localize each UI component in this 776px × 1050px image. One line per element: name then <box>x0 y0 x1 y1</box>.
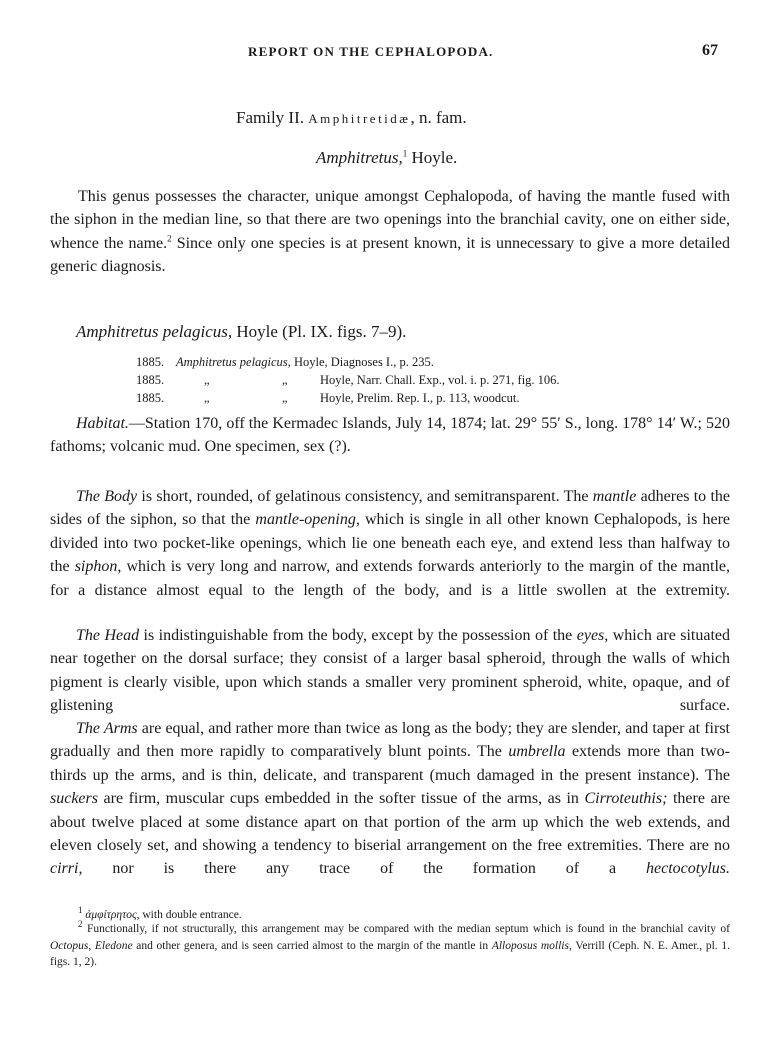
footnote-2 <box>50 921 730 971</box>
term-cirri: cirri, <box>50 860 83 878</box>
term-hectocotylus: hectocotylus. <box>646 860 730 878</box>
footnote-text: , with double entrance. <box>136 909 242 921</box>
head-text: which are situated near together on the dorsal surface; they consist of a larger basal spheroid, through the walls of which pigment is clearly visible, upon which stands a smaller very prominent spheroid, white, opaque, and of glistening surface. <box>50 627 731 715</box>
head-text: is indistinguishable from the body, except by the possession of the <box>139 627 577 644</box>
synonymy-ref: Hoyle, Narr. Chall. Exp., vol. i. p. 271, fig. 106. <box>320 373 560 387</box>
genus-name: Amphitretus, <box>316 148 403 167</box>
synonymy-year: 1885. <box>136 373 165 387</box>
species-heading <box>76 322 776 342</box>
body-text: which is single in all other known Cephalopods, is here divided into two pocket-like openings, which lie one beneath each eye, and extend less than halfway to the <box>50 511 730 576</box>
footnote-genus: Octopus, Eledone <box>50 939 133 952</box>
synonymy-ref: , Hoyle, Diagnoses I., p. 235. <box>287 355 434 369</box>
footnote-ref-1: 1 <box>402 148 408 159</box>
species-name: Amphitretus pelagicus <box>76 322 228 341</box>
term-mantle-opening: mantle-opening, <box>255 511 360 529</box>
footnote-ref-2: 2 <box>167 233 172 244</box>
ditto-mark: „ <box>204 373 210 387</box>
arms-text: extends more than two-thirds up the arms, and is thin, delicate, and transparent (much damaged in the present instance). The <box>50 743 731 784</box>
footnote-mark: 2 <box>78 919 83 930</box>
term-suckers: suckers <box>50 790 98 808</box>
body-description <box>50 485 730 602</box>
synonymy-year: 1885. <box>136 391 165 405</box>
habitat-text: —Station 170, off the Kermadec Islands, July 14, 1874; lat. 29° 55′ S., long. 178° 14′ W.; 520 fathoms; volcanic mud. One specimen, sex (?). <box>50 415 730 456</box>
arms-text: are firm, muscular cups embedded in the softer tissue of the arms, as in <box>97 790 585 808</box>
synonymy-year: 1885. <box>136 355 165 369</box>
intro-text-1: This genus possesses the character, unique amongst Cephalopoda, of having the mantle fused with the siphon in the median line, so that there are two openings into the branchial cavity, one on either side, whence the name. <box>50 188 730 252</box>
term-umbrella: umbrella <box>508 743 566 761</box>
running-title: REPORT ON THE CEPHALOPODA. <box>248 44 494 59</box>
greek-word: ἀμφίτρητος <box>85 909 137 921</box>
genus-heading <box>316 148 776 168</box>
family-heading <box>236 108 776 128</box>
footnote-text: Functionally, if not structurally, this arrangement may be compared with the median septum which is found in the branchial cavity of <box>86 923 731 935</box>
body-text: adheres to the sides of the siphon, so that the <box>50 488 730 529</box>
footnote-text: and other genera, and is seen carried almost to the margin of the mantle in <box>132 939 492 952</box>
term-arms: The Arms <box>76 720 138 737</box>
habitat-label: Habitat. <box>76 415 129 432</box>
running-head <box>0 44 776 68</box>
footnote-species: Alloposus mollis, <box>491 939 572 952</box>
arms-text: are equal, and rather more than twice as long as the body; they are slender, and taper at first gradually and then more rapidly to comparatively blunt points. The <box>50 720 730 761</box>
body-text: is short, rounded, of gelatinous consistency, and semitransparent. The <box>137 488 593 505</box>
intro-paragraph <box>50 185 730 279</box>
family-prefix: Family II. <box>236 108 304 127</box>
habitat-paragraph <box>50 412 730 459</box>
species-rest: , Hoyle (Pl. IX. figs. 7–9). <box>227 322 407 341</box>
family-name: Amphitretidæ <box>308 111 411 126</box>
term-body: The Body <box>76 488 138 505</box>
synonymy-ref: Hoyle, Prelim. Rep. I., p. 113, woodcut. <box>320 391 520 405</box>
arms-description <box>50 717 730 881</box>
term-siphon: siphon, <box>74 558 122 576</box>
term-cirroteuthis: Cirroteuthis; <box>584 790 668 808</box>
footnote-text: Verrill (Ceph. N. E. Amer., pl. 1. figs. 1, 2). <box>50 939 730 968</box>
intro-text-2: Since only one species is at present known, it is unnecessary to give a more detailed generic diagnosis. <box>50 234 730 276</box>
page-number: 67 <box>702 42 718 59</box>
arms-text: nor is there any trace of the formation of a <box>82 860 647 878</box>
head-description <box>50 624 730 718</box>
ditto-mark: „ <box>282 373 288 387</box>
term-head: The Head <box>76 627 140 644</box>
term-mantle: mantle <box>592 488 637 505</box>
synonymy-name: Amphitretus pelagicus <box>176 355 288 369</box>
footnote-mark: 1 <box>78 905 83 916</box>
family-suffix: , n. fam. <box>410 108 467 127</box>
term-eyes: eyes, <box>576 627 609 644</box>
body-text: which is very long and narrow, and extends forwards anteriorly to the margin of the mantle, for a distance almost equal to the length of the body, and is a little swollen at the extremity. <box>50 558 731 599</box>
ditto-mark: „ <box>282 391 288 405</box>
genus-author: Hoyle. <box>407 148 458 167</box>
ditto-mark: „ <box>204 391 210 405</box>
arms-text: there are about twelve placed at some distance apart on that portion of the arm up which the web extends, and eleven closely set, and showing a tendency to biserial arrangement on the free extremities. There are no <box>50 790 731 855</box>
